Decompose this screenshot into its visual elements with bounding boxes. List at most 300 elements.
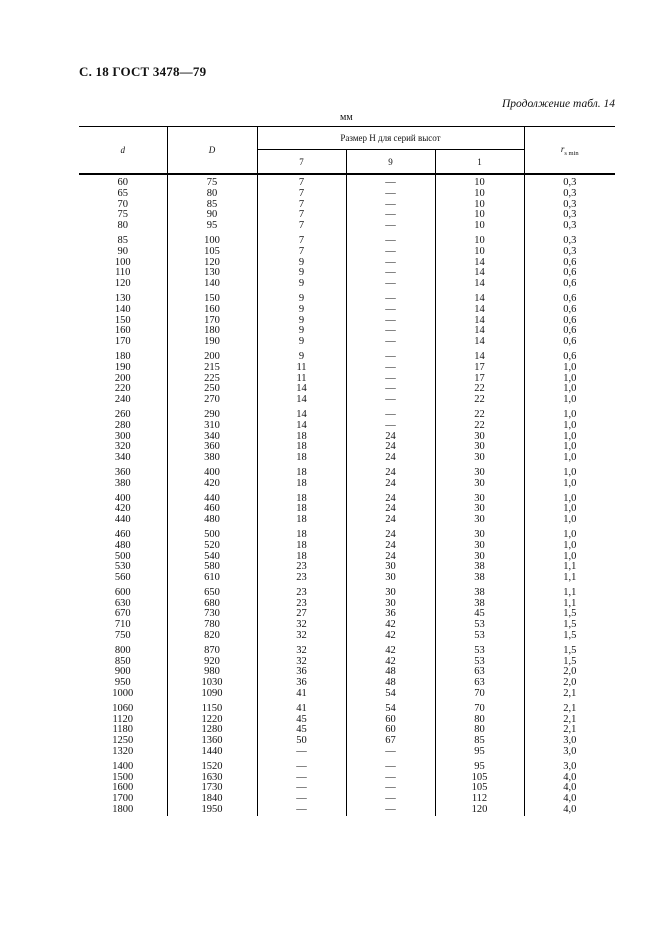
cell-D: 340 [167, 432, 257, 443]
cell-D: 250 [167, 384, 257, 395]
cell-h7: 18 [257, 479, 346, 490]
cell-d: 280 [79, 421, 167, 432]
cell-r: 1,0 [563, 550, 577, 562]
table-row [79, 442, 615, 453]
cell-D: 200 [167, 348, 257, 363]
cell-h7: 7 [257, 174, 346, 189]
cell-h7: 32 [257, 631, 346, 642]
cell-d: 560 [79, 573, 167, 584]
cell-d: 85 [79, 232, 167, 247]
cell-h9: — [346, 421, 435, 432]
cell-h7: 18 [257, 504, 346, 515]
cell-d: 950 [79, 678, 167, 689]
cell-d: 380 [79, 479, 167, 490]
cell-r: 0,3 [563, 198, 577, 210]
cell-h1: 30 [435, 442, 524, 453]
cell-h9: — [346, 268, 435, 279]
cell-h1: 53 [435, 657, 524, 668]
table-row [79, 758, 615, 773]
cell-d: 120 [79, 279, 167, 290]
cell-r: 1,0 [563, 503, 577, 515]
cell-r: 1,1 [563, 572, 577, 584]
table-row [79, 773, 615, 784]
cell-h9: — [346, 174, 435, 189]
cell-D: 650 [167, 584, 257, 599]
cell-h9: — [346, 279, 435, 290]
cell-h7: 7 [257, 232, 346, 247]
cell-h7: 11 [257, 363, 346, 374]
cell-h7: 23 [257, 599, 346, 610]
cell-h9: 42 [346, 620, 435, 631]
cell-h9: — [346, 395, 435, 406]
cell-r: 2,1 [563, 724, 577, 736]
cell-h1: 80 [435, 715, 524, 726]
cell-h9: 24 [346, 504, 435, 515]
cell-d: 300 [79, 432, 167, 443]
cell-h7: 7 [257, 189, 346, 200]
cell-h7: 45 [257, 715, 346, 726]
cell-r: 1,0 [563, 408, 577, 420]
cell-r: 0,6 [563, 278, 577, 290]
cell-h9: 24 [346, 490, 435, 505]
cell-d: 100 [79, 258, 167, 269]
cell-h1: 30 [435, 479, 524, 490]
cell-d: 160 [79, 326, 167, 337]
table-row [79, 200, 615, 211]
page-header: С. 18 ГОСТ 3478—79 [79, 64, 207, 79]
cell-h1: 30 [435, 515, 524, 526]
cell-r: 0,3 [563, 234, 577, 246]
table-row [79, 562, 615, 573]
cell-h1: 45 [435, 609, 524, 620]
cell-r: 3,0 [563, 760, 577, 772]
cell-h1: 30 [435, 490, 524, 505]
column-group-header-height [257, 127, 524, 150]
unit-label: мм [340, 112, 353, 123]
cell-D: 180 [167, 326, 257, 337]
cell-h7: 41 [257, 700, 346, 715]
cell-d: 600 [79, 584, 167, 599]
cell-h7: 9 [257, 316, 346, 327]
cell-d: 60 [79, 174, 167, 189]
column-header-series-9: 9 [346, 150, 435, 175]
table-row [79, 210, 615, 221]
cell-d: 500 [79, 552, 167, 563]
cell-D: 170 [167, 316, 257, 327]
cell-d: 190 [79, 363, 167, 374]
table-row [79, 667, 615, 678]
cell-d: 900 [79, 667, 167, 678]
cell-h9: — [346, 326, 435, 337]
cell-h9: 60 [346, 725, 435, 736]
cell-D: 270 [167, 395, 257, 406]
column-header-r [524, 127, 615, 175]
cell-r: 1,0 [563, 452, 577, 464]
cell-r: 0,6 [563, 303, 577, 315]
cell-r: 0,6 [563, 267, 577, 279]
cell-D: 130 [167, 268, 257, 279]
cell-h9: — [346, 363, 435, 374]
cell-h9: 30 [346, 599, 435, 610]
cell-h9: — [346, 374, 435, 385]
cell-h9: 24 [346, 453, 435, 464]
cell-h7: 9 [257, 258, 346, 269]
cell-d: 65 [79, 189, 167, 200]
cell-h9: 24 [346, 552, 435, 563]
cell-d: 200 [79, 374, 167, 385]
cell-h9: 36 [346, 609, 435, 620]
cell-h9: 42 [346, 631, 435, 642]
cell-D: 1150 [167, 700, 257, 715]
cell-h1: 10 [435, 232, 524, 247]
cell-r: 1,0 [563, 383, 577, 395]
table-row [79, 689, 615, 700]
cell-h7: 23 [257, 584, 346, 599]
cell-h7: 18 [257, 453, 346, 464]
cell-h7: — [257, 747, 346, 758]
cell-r: 1,0 [563, 539, 577, 551]
table-row [79, 642, 615, 657]
cell-h9: 60 [346, 715, 435, 726]
cell-h9: — [346, 758, 435, 773]
cell-h1: 14 [435, 290, 524, 305]
table-row [79, 526, 615, 541]
cell-h7: — [257, 758, 346, 773]
cell-h7: — [257, 773, 346, 784]
table-row [79, 794, 615, 805]
cell-d: 1500 [79, 773, 167, 784]
table-row [79, 374, 615, 385]
cell-h1: 14 [435, 326, 524, 337]
cell-h7: 36 [257, 667, 346, 678]
cell-h1: 14 [435, 348, 524, 363]
cell-h1: 14 [435, 305, 524, 316]
table-row [79, 247, 615, 258]
table-row [79, 620, 615, 631]
cell-r: 1,5 [563, 608, 577, 620]
cell-D: 1030 [167, 678, 257, 689]
cell-D: 980 [167, 667, 257, 678]
cell-r: 1,5 [563, 619, 577, 631]
cell-d: 110 [79, 268, 167, 279]
cell-r: 1,5 [563, 644, 577, 656]
cell-D: 90 [167, 210, 257, 221]
cell-h9: — [346, 384, 435, 395]
cell-h1: 17 [435, 363, 524, 374]
table-row [79, 337, 615, 348]
cell-h1: 14 [435, 337, 524, 348]
cell-h1: 30 [435, 464, 524, 479]
cell-D: 225 [167, 374, 257, 385]
cell-r: 2,1 [563, 713, 577, 725]
cell-h1: 30 [435, 453, 524, 464]
cell-h7: 23 [257, 562, 346, 573]
cell-h7: 9 [257, 279, 346, 290]
cell-h7: 14 [257, 421, 346, 432]
cell-h7: 50 [257, 736, 346, 747]
cell-D: 1090 [167, 689, 257, 700]
cell-h9: — [346, 348, 435, 363]
cell-D: 870 [167, 642, 257, 657]
cell-h1: 53 [435, 642, 524, 657]
cell-r: 0,6 [563, 314, 577, 326]
cell-h1: 70 [435, 700, 524, 715]
table-row [79, 700, 615, 715]
cell-d: 1400 [79, 758, 167, 773]
cell-D: 1630 [167, 773, 257, 784]
cell-D: 920 [167, 657, 257, 668]
cell-d: 400 [79, 490, 167, 505]
table-header [79, 127, 615, 175]
cell-h9: 42 [346, 642, 435, 657]
cell-h1: 105 [435, 783, 524, 794]
cell-d: 1250 [79, 736, 167, 747]
cell-D: 95 [167, 221, 257, 232]
cell-r: 3,0 [563, 735, 577, 747]
cell-h7: 18 [257, 552, 346, 563]
cell-D: 140 [167, 279, 257, 290]
cell-D: 540 [167, 552, 257, 563]
table-row [79, 715, 615, 726]
cell-h7: — [257, 805, 346, 816]
cell-D: 440 [167, 490, 257, 505]
cell-h1: 22 [435, 384, 524, 395]
cell-h9: — [346, 210, 435, 221]
cell-r: 0,6 [563, 336, 577, 348]
cell-r: 2,1 [563, 688, 577, 700]
cell-d: 130 [79, 290, 167, 305]
cell-h9: 54 [346, 689, 435, 700]
cell-r: 0,6 [563, 325, 577, 337]
cell-d: 170 [79, 337, 167, 348]
cell-r: 1,0 [563, 492, 577, 504]
cell-h1: 105 [435, 773, 524, 784]
cell-h7: 23 [257, 573, 346, 584]
cell-D: 680 [167, 599, 257, 610]
cell-D: 400 [167, 464, 257, 479]
cell-d: 140 [79, 305, 167, 316]
table-row [79, 395, 615, 406]
cell-h1: 10 [435, 189, 524, 200]
cell-d: 750 [79, 631, 167, 642]
cell-h9: — [346, 258, 435, 269]
cell-h9: 42 [346, 657, 435, 668]
cell-h1: 70 [435, 689, 524, 700]
cell-r: 1,5 [563, 630, 577, 642]
cell-D: 480 [167, 515, 257, 526]
cell-D: 150 [167, 290, 257, 305]
cell-h7: 18 [257, 432, 346, 443]
cell-h7: 9 [257, 290, 346, 305]
cell-h9: — [346, 794, 435, 805]
cell-d: 220 [79, 384, 167, 395]
cell-h7: 18 [257, 515, 346, 526]
table-row [79, 541, 615, 552]
table-row [79, 609, 615, 620]
cell-r: 4,0 [563, 771, 577, 783]
cell-h7: 18 [257, 442, 346, 453]
table-row [79, 631, 615, 642]
cell-h7: 18 [257, 464, 346, 479]
cell-h1: 30 [435, 552, 524, 563]
cell-r: 1,1 [563, 561, 577, 573]
cell-h1: 53 [435, 620, 524, 631]
table-row [79, 258, 615, 269]
cell-h7: 7 [257, 221, 346, 232]
cell-h1: 85 [435, 736, 524, 747]
cell-d: 710 [79, 620, 167, 631]
column-header-series-1: 1 [435, 150, 524, 175]
cell-D: 1730 [167, 783, 257, 794]
cell-r: 0,3 [563, 177, 577, 188]
table-row [79, 515, 615, 526]
table-row [79, 453, 615, 464]
column-group-header-text: Размер H для серий высот [340, 133, 441, 143]
cell-d: 75 [79, 210, 167, 221]
cell-d: 180 [79, 348, 167, 363]
cell-h7: 7 [257, 210, 346, 221]
cell-r: 4,0 [563, 782, 577, 794]
cell-h1: 22 [435, 421, 524, 432]
cell-D: 1220 [167, 715, 257, 726]
cell-h1: 30 [435, 432, 524, 443]
cell-h1: 17 [435, 374, 524, 385]
cell-h9: — [346, 316, 435, 327]
cell-d: 150 [79, 316, 167, 327]
table-row [79, 384, 615, 395]
table-row [79, 432, 615, 443]
table-row [79, 316, 615, 327]
cell-h9: 48 [346, 678, 435, 689]
cell-h9: — [346, 747, 435, 758]
table-row [79, 504, 615, 515]
cell-h1: 10 [435, 221, 524, 232]
cell-r: 4,0 [563, 793, 577, 805]
cell-r: 4,0 [563, 804, 577, 816]
table-row [79, 348, 615, 363]
cell-d: 1600 [79, 783, 167, 794]
cell-D: 1360 [167, 736, 257, 747]
cell-r: 1,0 [563, 441, 577, 453]
cell-d: 340 [79, 453, 167, 464]
cell-r: 3,0 [563, 746, 577, 758]
cell-h9: — [346, 337, 435, 348]
cell-h9: — [346, 189, 435, 200]
cell-D: 380 [167, 453, 257, 464]
cell-h1: 22 [435, 406, 524, 421]
cell-d: 1800 [79, 805, 167, 816]
cell-D: 460 [167, 504, 257, 515]
cell-r: 1,0 [563, 372, 577, 384]
cell-D: 85 [167, 200, 257, 211]
cell-d: 1320 [79, 747, 167, 758]
cell-r: 1,0 [563, 430, 577, 442]
cell-h1: 10 [435, 200, 524, 211]
cell-d: 630 [79, 599, 167, 610]
table-row [79, 290, 615, 305]
cell-d: 360 [79, 464, 167, 479]
cell-r: 0,3 [563, 209, 577, 221]
cell-h7: 14 [257, 384, 346, 395]
cell-h9: 67 [346, 736, 435, 747]
cell-h1: 14 [435, 268, 524, 279]
cell-h7: 32 [257, 642, 346, 657]
cell-h9: — [346, 200, 435, 211]
cell-h7: 9 [257, 326, 346, 337]
cell-h1: 14 [435, 316, 524, 327]
column-header-D: D [167, 127, 257, 175]
column-header-series-7: 7 [257, 150, 346, 175]
table-row [79, 189, 615, 200]
cell-D: 420 [167, 479, 257, 490]
cell-h9: 30 [346, 573, 435, 584]
cell-d: 670 [79, 609, 167, 620]
cell-D: 730 [167, 609, 257, 620]
cell-r: 1,0 [563, 419, 577, 431]
cell-r: 2,0 [563, 677, 577, 689]
cell-h7: 14 [257, 406, 346, 421]
cell-D: 100 [167, 232, 257, 247]
table-row [79, 783, 615, 794]
cell-d: 1120 [79, 715, 167, 726]
cell-h9: — [346, 232, 435, 247]
cell-h9: — [346, 305, 435, 316]
cell-D: 1280 [167, 725, 257, 736]
cell-d: 800 [79, 642, 167, 657]
cell-h1: 30 [435, 504, 524, 515]
cell-h7: 32 [257, 657, 346, 668]
cell-D: 290 [167, 406, 257, 421]
cell-D: 610 [167, 573, 257, 584]
cell-h1: 95 [435, 747, 524, 758]
table-row [79, 326, 615, 337]
table-row [79, 678, 615, 689]
cell-h1: 30 [435, 541, 524, 552]
cell-h1: 38 [435, 584, 524, 599]
table-row [79, 805, 615, 816]
cell-h7: 18 [257, 526, 346, 541]
table-row [79, 599, 615, 610]
cell-h7: 14 [257, 395, 346, 406]
table-row [79, 736, 615, 747]
column-header-r-label [560, 143, 579, 157]
cell-h9: — [346, 406, 435, 421]
table-row [79, 174, 615, 189]
cell-r: 0,6 [563, 350, 577, 362]
cell-r: 0,3 [563, 187, 577, 199]
cell-h7: 9 [257, 337, 346, 348]
cell-h7: 9 [257, 305, 346, 316]
cell-h9: — [346, 221, 435, 232]
table-row [79, 552, 615, 563]
cell-d: 460 [79, 526, 167, 541]
dimensions-table [79, 126, 615, 816]
cell-r: 2,0 [563, 666, 577, 678]
cell-h9: 48 [346, 667, 435, 678]
cell-h9: 54 [346, 700, 435, 715]
cell-r: 1,0 [563, 394, 577, 406]
cell-D: 1520 [167, 758, 257, 773]
table-row [79, 221, 615, 232]
column-header-d: d [79, 127, 167, 175]
cell-r: 1,1 [563, 597, 577, 609]
table-row [79, 406, 615, 421]
cell-r: 0,3 [563, 245, 577, 257]
cell-h7: 32 [257, 620, 346, 631]
cell-r: 1,0 [563, 466, 577, 478]
table-row [79, 479, 615, 490]
table-row [79, 584, 615, 599]
